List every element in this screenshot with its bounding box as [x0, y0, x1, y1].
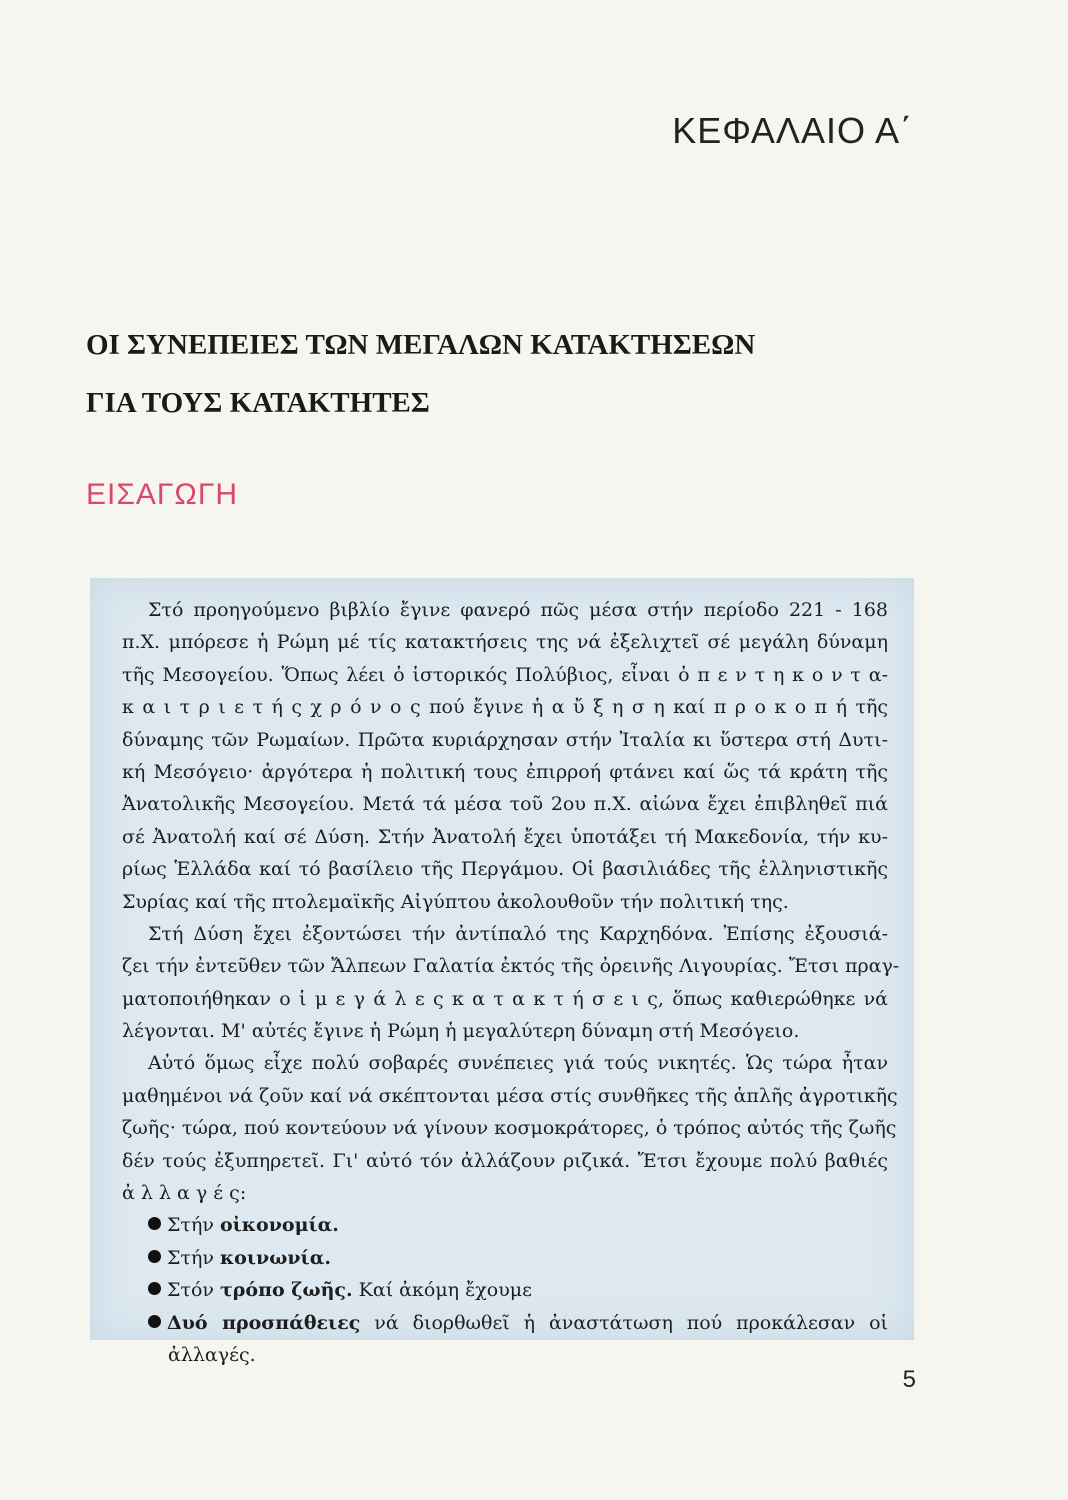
bullet-prefix: Στήν — [167, 1214, 214, 1237]
bullet-icon — [148, 1250, 161, 1263]
section-heading: ΕΙΣΑΓΩΓΗ — [86, 478, 239, 511]
body-line: κ α ι τ ρ ι ε τ ή ς χ ρ ό ν ο ς πού ἔγινε ἡ α ὔ ξ η σ η καί π ρ ο κ ο π ή τῆς — [122, 696, 888, 719]
body-line: ἀ λ λ α γ έ ς: — [122, 1182, 247, 1205]
body-text — [122, 594, 900, 1371]
body-line: ζει τήν ἐντεῦθεν τῶν Ἄλπεων Γαλατία ἐκτός τῆς ὀρεινῆς Λιγουρίας. Ἔτσι πραγ- — [122, 955, 900, 978]
body-line: κή Μεσόγειο· ἀργότερα ἡ πολιτική τους ἐπιρροή φτάνει καί ὥς τά κράτη τῆς — [122, 760, 888, 783]
body-line: ζωῆς· τώρα, πού κοντεύουν νά γίνουν κοσμοκράτορες, ὁ τρόπος αὐτός τῆς ζωῆς — [122, 1117, 897, 1140]
body-line: ματοποιήθηκαν ο ἱ μ ε γ ά λ ε ς κ α τ α κ τ ή σ ε ι ς, ὅπως καθιερώθηκε νά — [122, 987, 888, 1010]
bullet-icon — [148, 1217, 161, 1230]
title-line-1: ΟΙ ΣΥΝΕΠΕΙΕΣ ΤΩΝ ΜΕΓΑΛΩΝ ΚΑΤΑΚΤΗΣΕΩΝ — [86, 329, 756, 361]
body-line: δύναμης τῶν Ρωμαίων. Πρῶτα κυριάρχησαν στήν Ἰταλία κι ὕστερα στή Δυτι- — [122, 728, 888, 751]
body-line: Στό προηγούμενο βιβλίο ἔγινε φανερό πῶς μέσα στήν περίοδο 221 - 168 — [148, 599, 888, 621]
chapter-heading: ΚΕΦΑΛΑΙΟ Α΄ — [672, 110, 913, 151]
bullet-bold: οἰκονομία. — [219, 1214, 339, 1237]
body-line: τῆς Μεσογείου. Ὅπως λέει ὁ ἱστορικός Πολύβιος, εἶναι ὁ π ε ν τ η κ ο ν τ α- — [122, 663, 888, 686]
bullet-prefix: Στήν — [167, 1246, 214, 1269]
body-line: π.Χ. μπόρεσε ἡ Ρώμη μέ τίς κατακτήσεις της νά ἐξελιχτεῖ σέ μεγάλη δύναμη — [122, 631, 888, 654]
body-line: σέ Ἀνατολή καί σέ Δύση. Στήν Ἀνατολή ἔχει ὑποτάξει τή Μακεδονία, τήν κυ- — [122, 825, 888, 848]
page-title — [86, 316, 755, 432]
bullet-icon — [148, 1315, 161, 1328]
bullet-icon — [148, 1282, 161, 1295]
body-line: λέγονται. Μ' αὐτές ἔγινε ἡ Ρώμη ἡ μεγαλύτερη δύναμη στή Μεσόγειο. — [122, 1020, 800, 1043]
body-line: Στή Δύση ἔχει ἐξοντώσει τήν ἀντίπαλό της Καρχηδόνα. Ἐπίσης ἐξουσιά- — [148, 922, 888, 945]
title-line-2: ΓΙΑ ΤΟΥΣ ΚΑΤΑΚΤΗΤΕΣ — [86, 387, 430, 419]
body-line: μαθημένοι νά ζοῦν καί νά σκέπτονται μέσα στίς συνθῆκες τῆς ἁπλῆς ἀγροτικῆς — [122, 1084, 898, 1107]
bullet-bold: τρόπο ζωῆς. — [219, 1279, 353, 1302]
bullet-bold: Δυό προσπάθειες — [167, 1311, 361, 1334]
page-number: 5 — [902, 1366, 916, 1393]
bullet-item — [148, 1274, 888, 1306]
bullet-prefix: Στόν — [167, 1279, 214, 1302]
body-line: ρίως Ἑλλάδα καί τό βασίλειο τῆς Περγάμου. Οἱ βασιλιάδες τῆς ἑλληνιστικῆς — [122, 858, 888, 881]
bullet-rest: Καί ἀκόμη ἔχουμε — [358, 1279, 532, 1302]
body-line: Συρίας καί τῆς πτολεμαϊκῆς Αἰγύπτου ἀκολουθοῦν τήν πολιτική της. — [122, 890, 789, 913]
bullet-tail: ἀλλαγές. — [168, 1343, 256, 1366]
body-line: Αὐτό ὅμως εἶχε πολύ σοβαρές συνέπειες γιά τούς νικητές. Ὡς τώρα ἦταν — [148, 1052, 888, 1075]
bullet-rest: νά διορθωθεῖ ἡ ἀναστάτωση πού προκάλεσαν οἱ — [374, 1311, 888, 1334]
bullet-bold: κοινωνία. — [219, 1246, 331, 1269]
bullet-item — [148, 1209, 888, 1241]
bullet-item — [148, 1242, 888, 1274]
bullet-item — [148, 1307, 888, 1339]
body-line: δέν τούς ἐξυπηρετεῖ. Γι' αὐτό τόν ἀλλάζουν ριζικά. Ἔτσι ἔχουμε πολύ βαθιές — [122, 1149, 888, 1172]
body-line: Ἀνατολικῆς Μεσογείου. Μετά τά μέσα τοῦ 2ου π.Χ. αἰώνα ἔχει ἐπιβληθεῖ πιά — [122, 793, 888, 816]
